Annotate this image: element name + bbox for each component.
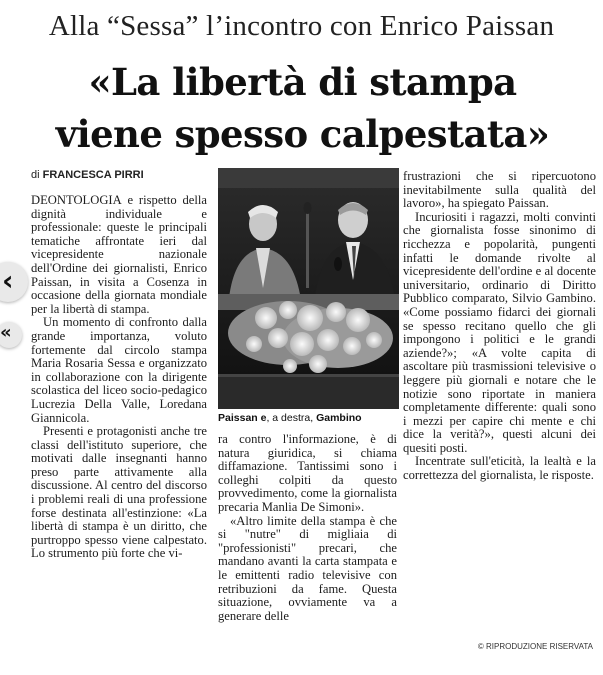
byline-author: FRANCESCA PIRRI xyxy=(42,169,144,181)
byline-prefix: di xyxy=(31,169,40,181)
lead-word: DEONTOLOGIA xyxy=(31,193,122,207)
caption-name-1: Paissan e xyxy=(218,412,267,424)
first-page-button[interactable] xyxy=(0,322,22,348)
paragraph: Incuriositi i ragazzi, molti convinti che giornalista fosse sinonimo di ricchezza e popolarità, pungenti infatti le domande rivolte al vicepresidente dell'ordine e al docente universitario, ordinario di Diritto Pubblico comparato, Silvio Gambino. «Come possiamo fidarci dei giornali se spesso recitano quello che gli impongono i politici e le grandi aziende?»; «A volte capita di ascoltare più trasmissioni televisive o leggere più giornali e notare che le notizie sono riportate in maniera completamente differente: quali sono i mezzi per capire chi mente e chi dice la verità?», questi alcuni dei quesiti posti. xyxy=(403,209,596,455)
byline xyxy=(31,169,144,181)
previous-page-button[interactable] xyxy=(0,262,28,302)
kicker: Alla “Sessa” l’incontro con Enrico Paissan xyxy=(48,10,555,42)
article-photo xyxy=(218,168,399,409)
double-chevron-left-icon: « xyxy=(0,322,12,343)
article-column-1 xyxy=(31,194,207,561)
paragraph xyxy=(31,194,207,316)
paragraph: frustrazioni che si ripercuotono inevitabilmente sulla qualità del lavoro», ha spiegato Paissan. xyxy=(403,169,596,211)
paragraph: ra contro l'informazione, è di natura giuridica, si chiama diffamazione. Tantissimi sono i colleghi colpiti da questo provvedimento, come la giornalista precaria Manlia De Simoni». xyxy=(218,432,397,514)
reproduction-notice: © RIPRODUZIONE RISERVATA xyxy=(477,642,593,651)
paragraph: «Altro limite della stampa è che si "nutre" di migliaia di "professionisti" precari, che mandano avanti la carta stampata e le emittenti radio televisive con retribuzioni da fame. Questa situazione, ovviamente va a generare delle xyxy=(218,513,397,623)
photo-paissan-gambino xyxy=(218,168,399,409)
chevron-left-icon: ‹ xyxy=(2,264,14,297)
caption-text: , a destra, xyxy=(266,412,317,424)
headline-line-1: «La libertà di stampa xyxy=(88,60,517,104)
headline xyxy=(10,56,595,160)
caption-name-2: Gambino xyxy=(316,412,362,424)
article-column-3 xyxy=(403,170,596,483)
headline-line-2: viene spesso calpestata» xyxy=(55,112,550,156)
article-column-2 xyxy=(218,433,397,623)
paragraph: Incentrate sull'eticità, la lealtà e la correttezza del giornalista, le risposte. xyxy=(403,454,596,483)
paragraph-text: e rispetto della dignità individuale e professionale: queste le principali tematiche affrontate ieri dal vicepresidente nazionale dell'Ordine dei giornalisti, Enrico Paissan, in visita a Cosenza in occasione della giornata mondiale per la libertà di stampa. xyxy=(31,193,207,316)
photo-caption xyxy=(218,412,399,424)
paragraph: Presenti e protagonisti anche tre classi dell'istituto superiore, che motivati dalle insegnanti hanno preso parte attivamente alla discussione. Al centro del discorso i problemi reali di una professione forse destinata all'estinzione: «La libertà di stampa è un diritto, che purtroppo spesso viene calpestato. Lo strumento più forte che vi- xyxy=(31,424,207,561)
paragraph: Un momento di confronto dalla grande importanza, voluto fortemente dal circolo stampa Maria Rosaria Sessa e organizzato in collaborazione con la dirigente scolastica del liceo socio-pedagico Lucrezia Della Valle, Loredana Giannicola. xyxy=(31,315,207,425)
